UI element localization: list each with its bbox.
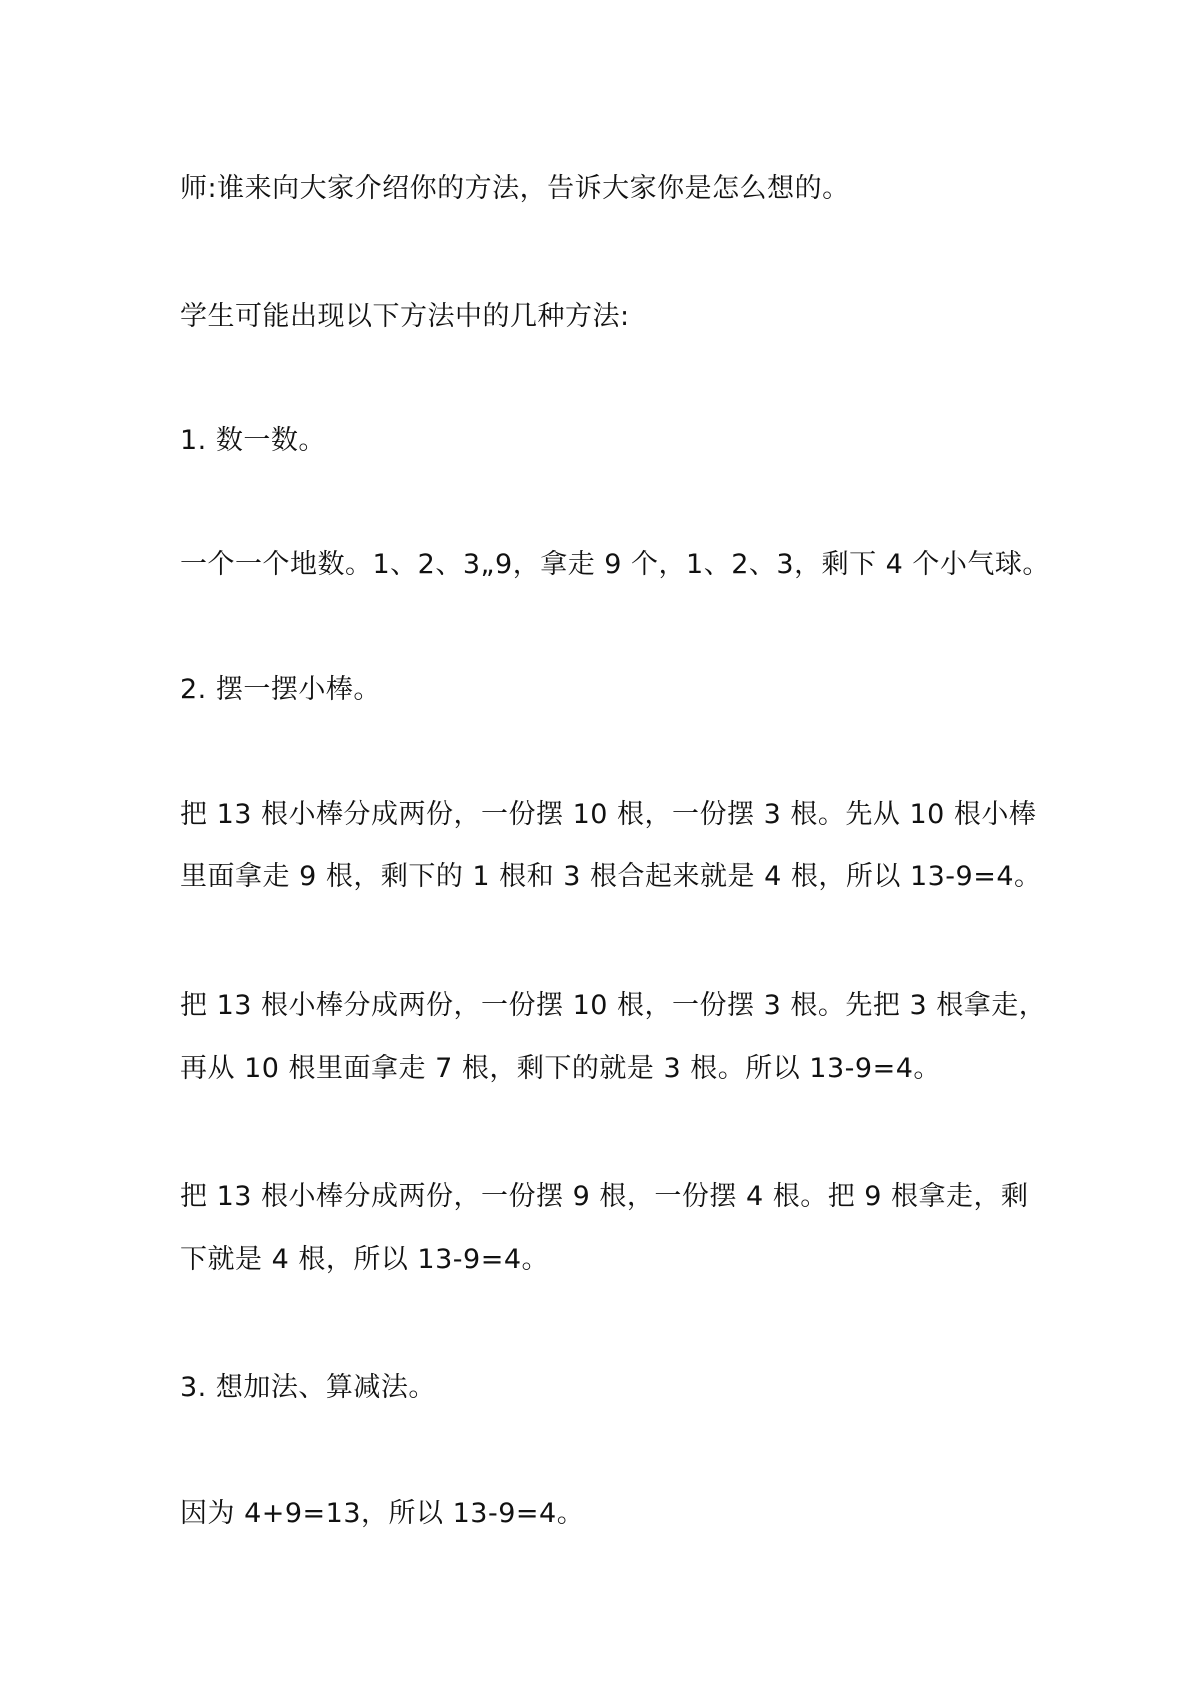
paragraph-method-1-detail: 一个一个地数。1、2、3„9，拿走 9 个，1、2、3，剩下 4 个小气球。	[180, 549, 1050, 580]
heading-method-1: 1. 数一数。	[180, 425, 326, 456]
heading-method-3: 3. 想加法、算减法。	[180, 1372, 436, 1403]
paragraph-student-methods-intro: 学生可能出现以下方法中的几种方法:	[180, 301, 630, 332]
paragraph-method-2a-line-1: 把 13 根小棒分成两份，一份摆 10 根，一份摆 3 根。先从 10 根小棒	[180, 799, 1037, 830]
paragraph-method-2c-line-2: 下就是 4 根，所以 13-9=4。	[180, 1244, 550, 1275]
paragraph-method-2b-line-1: 把 13 根小棒分成两份，一份摆 10 根，一份摆 3 根。先把 3 根拿走，	[180, 990, 1047, 1021]
heading-method-2: 2. 摆一摆小棒。	[180, 674, 381, 705]
paragraph-method-3-detail: 因为 4+9=13，所以 13-9=4。	[180, 1498, 585, 1529]
paragraph-teacher-question: 师:谁来向大家介绍你的方法，告诉大家你是怎么想的。	[180, 173, 850, 204]
paragraph-method-2a-line-2: 里面拿走 9 根，剩下的 1 根和 3 根合起来就是 4 根，所以 13-9=4。	[180, 861, 1042, 892]
paragraph-method-2b-line-2: 再从 10 根里面拿走 7 根，剩下的就是 3 根。所以 13-9=4。	[180, 1053, 941, 1084]
paragraph-method-2c-line-1: 把 13 根小棒分成两份，一份摆 9 根，一份摆 4 根。把 9 根拿走，剩	[180, 1181, 1029, 1212]
